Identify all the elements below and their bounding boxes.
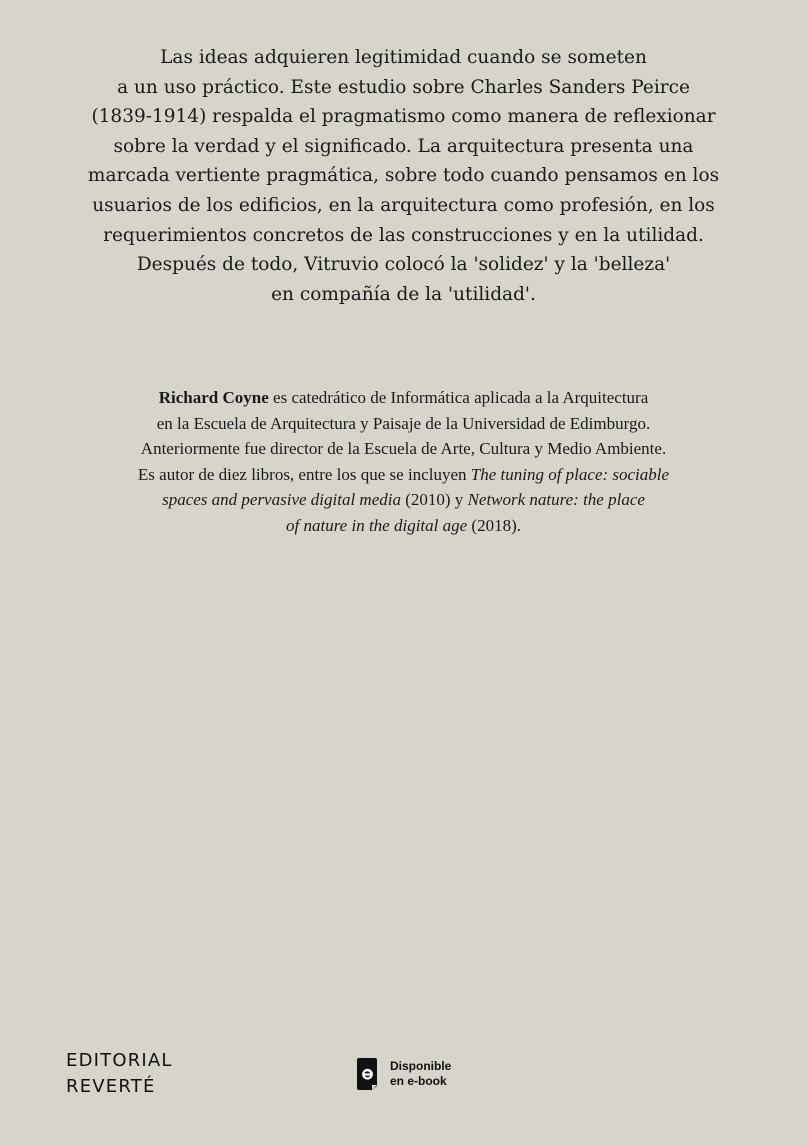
publisher-logo <box>66 1048 173 1100</box>
ebook-icon <box>356 1057 378 1091</box>
blurb-line: requerimientos concretos de las construcciones y en la utilidad. <box>103 224 704 246</box>
blurb-line: marcada vertiente pragmática, sobre todo cuando pensamos en los <box>87 165 720 187</box>
bio-line: Richard Coyne es catedrático de Informática aplicada a la Arquitectura <box>158 388 649 407</box>
book-title: spaces and pervasive digital media <box>162 490 401 509</box>
bio-line: Anteriormente fue director de la Escuela de Arte, Cultura y Medio Ambiente. <box>140 439 667 458</box>
bio-line: en la Escuela de Arquitectura y Paisaje de la Universidad de Edimburgo. <box>156 413 651 433</box>
bio-line: Es autor de diez libros, entre los que se incluyen The tuning of place: sociable <box>137 464 670 484</box>
publisher-line: REVERTÉ <box>66 1076 156 1097</box>
book-title: The tuning of place: sociable <box>470 464 670 484</box>
author-bio <box>60 385 747 538</box>
blurb-line: sobre la verdad y el significado. La arquitectura presenta una <box>113 135 694 157</box>
book-title: of nature in the digital age <box>286 515 468 535</box>
publisher-line: EDITORIAL <box>66 1050 173 1071</box>
author-name: Richard Coyne <box>158 388 269 407</box>
book-title: Network nature: the place <box>467 490 645 509</box>
ebook-label: Disponible en e-book <box>390 1059 452 1088</box>
blurb-line: Después de todo, Vitruvio colocó la 'solidez' y la 'belleza' <box>136 254 671 276</box>
ebook-badge <box>356 1057 451 1091</box>
blurb-line: usuarios de los edificios, en la arquitectura como profesión, en los <box>92 194 715 216</box>
blurb-line: en compañía de la 'utilidad'. <box>271 283 536 305</box>
blurb-line: Las ideas adquieren legitimidad cuando se someten <box>160 47 647 68</box>
bio-line: spaces and pervasive digital media (2010) y Network nature: the place <box>162 490 645 509</box>
back-cover-blurb <box>60 43 747 309</box>
blurb-line: (1839-1914) respalda el pragmatismo como manera de reflexionar <box>91 106 716 128</box>
blurb-line: a un uso práctico. Este estudio sobre Charles Sanders Peirce <box>117 76 690 98</box>
bio-line: of nature in the digital age (2018). <box>286 515 521 535</box>
